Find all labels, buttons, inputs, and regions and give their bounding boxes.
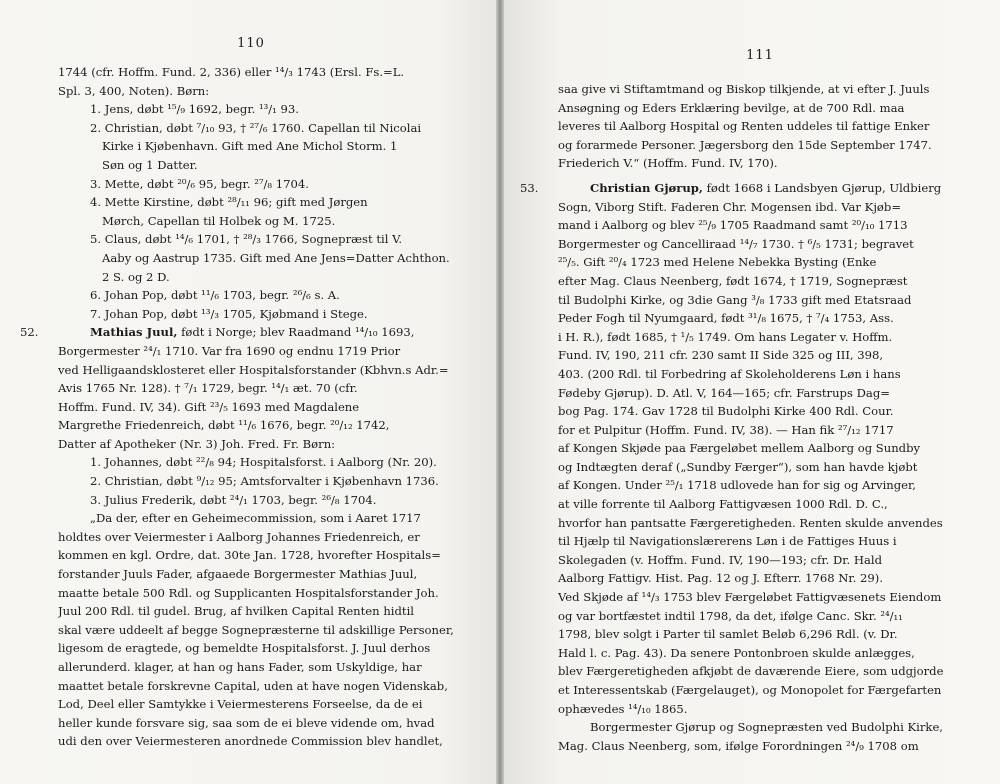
text-line: 7. Johan Pop, døbt ¹³/₃ 1705, Kjøbmand i Stege. [90,306,368,321]
text-line: 2. Christian, døbt ⁹/₁₂ 95; Amtsforvalter i Kjøbenhavn 1736. [90,474,439,489]
entry-number: 52. [20,325,39,340]
entry-first-line-rest: født 1668 i Landsbyen Gjørup, Uldbierg [702,180,942,195]
entry-53 [520,179,958,755]
text-line: Søn og 1 Datter. [102,157,198,172]
text-line: 2. Christian, døbt ⁷/₁₀ 93, † ²⁷/₆ 1760. Capellan til Nicolai [90,120,422,135]
text-line: 3. Julius Frederik, døbt ²⁴/₁ 1703, begr. ²⁶/₈ 1704. [90,492,377,507]
text-line: i H. R.), født 1685, † ¹/₅ 1749. Om hans Legater v. Hoffm. [558,329,893,344]
text-line: holdtes over Veiermester i Aalborg Johannes Friedenreich, er [58,529,420,544]
text-line: saa give vi Stiftamtmand og Biskop tilkjende, at vi efter J. Juuls [558,82,930,96]
text-line: Ved Skjøde af ¹⁴/₃ 1753 blev Færgeløbet Fattigvæsenets Eiendom [558,590,942,605]
text-line: af Kongen. Under ²⁵/₁ 1718 udlovede han for sig og Arvinger, [558,478,916,493]
text-line: Friederich V.“ (Hoffm. Fund. IV, 170). [558,156,778,171]
text-line: Mag. Claus Neenberg, som, ifølge Forordningen ²⁴/₉ 1708 om [558,738,919,753]
text-line: leveres til Aalborg Hospital og Renten uddeles til fattige Enker [558,119,930,134]
continued-entry [558,80,958,173]
entry-name: Christian Gjørup, [590,180,703,195]
text-line: 4. Mette Kirstine, døbt ²⁸/₁₁ 96; gift med Jørgen [90,195,368,210]
text-line: Avis 1765 Nr. 128). † ⁷/₁ 1729, begr. ¹⁴/₁ æt. 70 (cfr. [58,381,358,396]
page-number: 110 [237,36,265,51]
book-gutter [496,0,504,784]
text-line: allerunderd. klager, at han og hans Fader, som Uskyldige, har [58,660,422,674]
text-line: Peder Fogh til Nyumgaard, født ³¹/₈ 1675, † ⁷/₄ 1753, Ass. [558,311,894,326]
text-line: Borgermester Gjørup og Sognepræsten ved Budolphi Kirke, [590,720,943,735]
text-line: skal være uddeelt af begge Sognepræsterne til adskillige Personer, [58,622,454,637]
text-line: „Da der, efter en Geheimecommission, som i Aaret 1717 [90,511,421,526]
text-line: Juul 200 Rdl. til gudel. Brug, af hvilken Capital Renten hidtil [58,604,414,619]
text-line: Lod, Deel eller Samtykke i Veiermesterens Forseelse, da de ei [58,697,423,712]
text-line: mand i Aalborg og blev ²⁵/₉ 1705 Raadmand samt ²⁰/₁₀ 1713 [558,218,908,233]
text-line: Hald l. c. Pag. 43). Da senere Pontonbroen skulde anlægges, [558,645,915,660]
text-line: Margrethe Friedenreich, døbt ¹¹/₆ 1676, begr. ²⁰/₁₂ 1742, [58,418,390,433]
text-line: et Interessentskab (Færgelauget), og Monopolet for Færgefarten [558,683,942,697]
text-line: Sogn, Viborg Stift. Faderen Chr. Mogensen ibd. Var Kjøb= [558,199,902,214]
page-number: 111 [746,48,774,63]
entry-lines [58,342,458,751]
text-line: 1744 (cfr. Hoffm. Fund. 2, 336) eller ¹⁴/₃ 1743 (Ersl. Fs.=L. [58,65,405,79]
text-line: 403. (200 Rdl. til Forbedring af Skoleholderens Løn i hans [558,366,901,381]
left-page [0,0,496,784]
text-line: 3. Mette, døbt ²⁰/₆ 95, begr. ²⁷/₈ 1704. [90,176,309,191]
text-line: blev Færgeretigheden afkjøbt de daværende Eiere, som udgjorde [558,664,944,679]
text-line: maatte betale 500 Rdl. og Supplicanten Hospitalsforstander Joh. [58,585,439,600]
text-line: heller kunde forsvare sig, saa som de ei bleve vidende om, hvad [58,715,435,730]
left-page-text [20,63,458,751]
text-line: ophævedes ¹⁴/₁₀ 1865. [558,701,688,716]
text-line: ligesom de eragtede, og bemeldte Hospitalsforst. J. Juul derhos [58,641,431,656]
text-line: for et Pulpitur (Hoffm. Fund. IV, 38). — Han fik ²⁷/₁₂ 1717 [558,422,894,437]
text-line: Borgermester ²⁴/₁ 1710. Var fra 1690 og endnu 1719 Prior [58,343,401,358]
entry-first-line [558,179,958,198]
text-line: af Kongen Skjøde paa Færgeløbet mellem Aalborg og Sundby [558,441,921,456]
text-line: at ville forrente til Aalborg Fattigvæsen 1000 Rdl. D. C., [558,497,888,512]
entry-lines [558,198,958,756]
text-line: og var bortfæstet indtil 1798, da det, ifølge Canc. Skr. ²⁴/₁₁ [558,608,903,623]
text-line: Mørch, Capellan til Holbek og M. 1725. [102,213,336,228]
text-line: 1798, blev solgt i Parter til samlet Beløb 6,296 Rdl. (v. Dr. [558,627,898,642]
text-line: udi den over Veiermesteren anordnede Commission blev handlet, [58,734,443,749]
text-line: Ansøgning og Eders Erklæring bevilge, at de 700 Rdl. maa [558,100,905,115]
text-line: forstander Juuls Fader, afgaaede Borgermester Mathias Juul, [58,567,418,582]
entry-first-line-rest: født i Norge; blev Raadmand ¹⁴/₁₀ 1693, [177,325,415,340]
entry-number: 53. [520,180,539,195]
text-line: ²⁵/₅. Gift ²⁰/₄ 1723 med Helene Nebekka Bysting (Enke [558,255,877,270]
text-line: Fødeby Gjørup). D. Atl. V, 164—165; cfr. Farstrups Dag= [558,385,890,400]
text-line: Kirke i Kjøbenhavn. Gift med Ane Michol Storm. 1 [102,139,398,154]
entry-name: Mathias Juul, [90,325,178,340]
text-line: Aalborg Fattigv. Hist. Pag. 12 og J. Efterr. 1768 Nr. 29). [558,571,884,586]
text-line: Fund. IV, 190, 211 cfr. 230 samt II Side 325 og III, 398, [558,348,884,363]
text-line: 6. Johan Pop, døbt ¹¹/₆ 1703, begr. ²⁶/₆ s. A. [90,288,340,303]
text-line: kommen en kgl. Ordre, dat. 30te Jan. 1728, hvorefter Hospitals= [58,548,441,563]
text-line: 1. Johannes, døbt ²²/₈ 94; Hospitalsforst. i Aalborg (Nr. 20). [90,455,437,470]
text-line: Aaby og Aastrup 1735. Gift med Ane Jens=Datter Achthon. [102,250,450,265]
text-line: til Hjælp til Navigationslærerens Løn i de Fattiges Huus i [558,534,897,549]
text-line: bog Pag. 174. Gav 1728 til Budolphi Kirke 400 Rdl. Cour. [558,404,894,419]
text-line: Skolegaden (v. Hoffm. Fund. IV, 190—193; cfr. Dr. Hald [558,552,883,567]
text-line: 1. Jens, døbt ¹⁵/₉ 1692, begr. ¹³/₁ 93. [90,102,299,117]
text-line: efter Mag. Claus Neenberg, født 1674, † 1719, Sognepræst [558,273,908,288]
text-line: og forarmede Personer. Jægersborg den 15de September 1747. [558,137,932,152]
right-page [504,0,1000,784]
text-line: Borgermester og Cancelliraad ¹⁴/₇ 1730. † ⁶/₅ 1731; begravet [558,236,914,251]
entry-first-line [58,323,458,342]
entry-52 [20,323,458,751]
text-line: 5. Claus, døbt ¹⁴/₆ 1701, † ²⁸/₃ 1766, Sognepræst til V. [90,232,403,247]
text-line: hvorfor han pantsatte Færgeretigheden. Renten skulde anvendes [558,515,943,530]
right-page-text [520,80,958,755]
text-line: maattet betale forskrevne Capital, uden at have nogen Videnskab, [58,678,448,693]
text-line: Datter af Apotheker (Nr. 3) Joh. Fred. Fr. Børn: [58,436,336,451]
text-line: Hoffm. Fund. IV, 34). Gift ²³/₅ 1693 med Magdalene [58,399,360,414]
text-line: Spl. 3, 400, Noten). Børn: [58,83,210,98]
text-line: og Indtægten deraf („Sundby Færger“), som han havde kjøbt [558,459,918,474]
text-line: ved Helligaandsklosteret eller Hospitalsforstander (Kbhvn.s Adr.= [58,362,449,377]
text-line: 2 S. og 2 D. [102,269,170,284]
continued-entry [58,63,458,323]
text-line: til Budolphi Kirke, og 3die Gang ³/₈ 1733 gift med Etatsraad [558,292,912,307]
